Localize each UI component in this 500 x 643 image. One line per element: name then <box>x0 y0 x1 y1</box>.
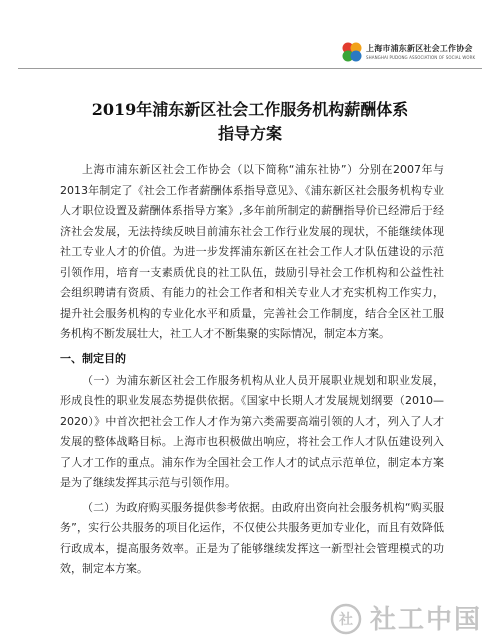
org-name-en: SHANGHAI PUDONG ASSOCIATION OF SOCIAL WORK <box>366 55 476 60</box>
puzzle-logo-icon <box>340 40 364 64</box>
document-body <box>60 160 444 580</box>
document-title-line1: 2019年浦东新区社会工作服务机构薪酬体系 <box>91 100 409 119</box>
org-name-cn: 上海市浦东新区社会工作协会 <box>366 44 473 53</box>
intro-paragraph: 上海市浦东新区社会工作协会（以下简称“浦东社协”）分别在2007年与2013年制定了《社会工作者薪酬体系指导意见》、《浦东新区社会服务机构专业人才职位设置及薪酬体系指导方案》,多年前所制定的薪酬指导价已经滞后于经济社会发展，无法持续反映目前浦东社会工作行业发展的现状，不能继续体现社工专业人才的价值。为进一步发挥浦东新区在社会工作人才队伍建设的示范引领作用，培育一支素质优良的社工队伍，鼓励引导社会工作机构和公益性社会组织聘请有资质、有能力的社会工作者和相关专业人才充实机构工作实力，提升社会服务机构的专业化水平和质量，完善社会工作制度，结合全区社工服务机构不断发展壮大，社工人才不断集聚的实际情况，制定本方案。 <box>60 163 444 340</box>
section-heading-purpose: 一、制定目的 <box>60 351 126 365</box>
purpose-paragraph-1: （一）为浦东新区社会工作服务机构从业人员开展职业规划和职业发展，形成良性的职业发展态势提供依据。《国家中长期人才发展规划纲要（2010—2020）》中首次把社会工作人才作为第六类需要高端引领的人才，列入了人才发展的整体战略目标。上海市也积极做出响应，将社会工作人才队伍建设列入了人才工作的重点。浦东作为全国社会工作人才的试点示范单位，制定本方案是为了继续发挥其示范与引领作用。 <box>60 373 444 489</box>
svg-text:社: 社 <box>339 612 353 628</box>
document-title-line2: 指导方案 <box>217 124 282 143</box>
header-divider <box>18 68 482 69</box>
watermark-text: 社工中国 <box>370 605 483 635</box>
org-logo <box>340 38 490 66</box>
watermark-seal-icon <box>330 603 362 635</box>
watermark <box>330 603 490 637</box>
purpose-paragraph-2: （二）为政府购买服务提供参考依据。由政府出资向社会服务机构“购买服务”，实行公共服务的项目化运作，不仅使公共服务更加专业化，而且有效降低行政成本，提高服务效率。正是为了能够继续发挥这一新型社会管理模式的功效，制定本方案。 <box>60 500 444 575</box>
